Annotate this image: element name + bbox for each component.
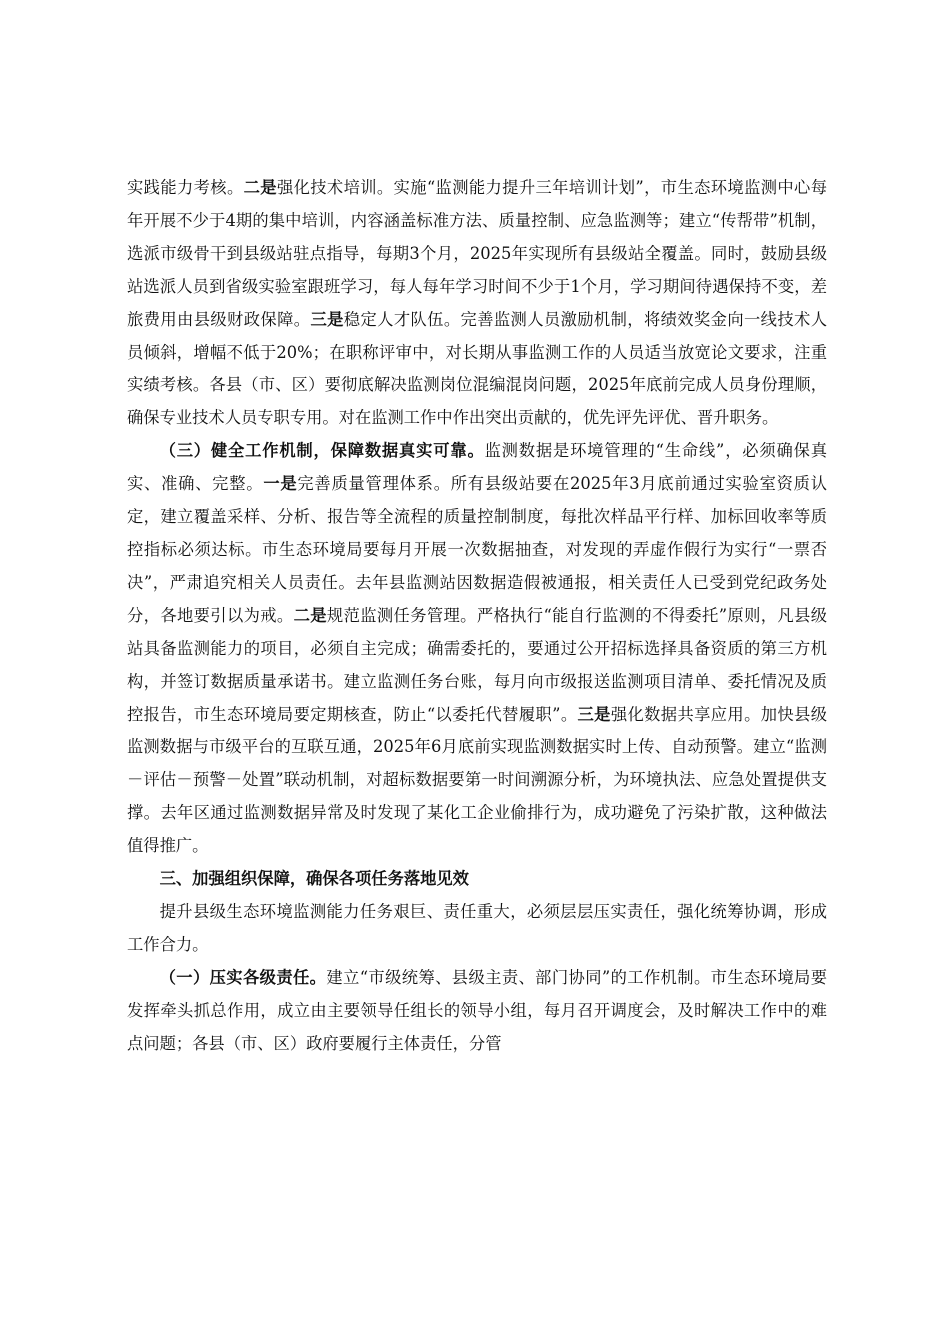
paragraph	[127, 896, 827, 962]
paragraph	[127, 962, 827, 1061]
text-run: 实践能力考核。	[127, 178, 244, 197]
text-run: 规范监测任务管理。严格执行“能自行监测的不得委托”原则，凡县级站具备监测能力的项目，必须自主完成；确需委托的，要通过公开招标选择具备资质的第三方机构，并签订数据质量承诺书。建立监测任务台账，每月向市级报送监测项目清单、委托情况及质控报告，市生态环境局要定期核查，防止“以委托代替履职”。	[127, 605, 827, 724]
bold-run: 三是	[310, 309, 344, 329]
bold-run: （三）健全工作机制，保障数据真实可靠。	[159, 441, 485, 461]
text-run: 监测数据是环境管理的“生命线”，必须确保真实、准确、完整。	[127, 441, 827, 494]
document-page	[127, 172, 827, 1060]
paragraph	[127, 172, 827, 435]
bold-run: （一）压实各级责任。	[159, 967, 327, 987]
paragraph	[127, 863, 827, 896]
bold-run: 一是	[263, 474, 298, 494]
bold-run: 二是	[293, 605, 327, 625]
text-run: 强化技术培训。实施“监测能力提升三年培训计划”，市生态环境监测中心每年开展不少于4期的集中培训，内容涵盖标准方法、质量控制、应急监测等；建立“传帮带”机制，选派市级骨干到县级站驻点指导，每期3个月，2025年实现所有县级站全覆盖。同时，鼓励县级站选派人员到省级实验室跟班学习，每人每年学习时间不少于1个月，学习期间待遇保持不变，差旅费用由县级财政保障。	[127, 178, 827, 329]
text-run: 强化数据共享应用。加快县级监测数据与市级平台的互联互通，2025年6月底前实现监测数据实时上传、自动预警。建立“监测－评估－预警－处置”联动机制，对超标数据要第一时间溯源分析，为环境执法、应急处置提供支撑。去年区通过监测数据异常及时发现了某化工企业偷排行为，成功避免了污染扩散，这种做法值得推广。	[127, 704, 827, 856]
text-run: 提升县级生态环境监测能力任务艰巨、责任重大，必须层层压实责任，强化统筹协调，形成工作合力。	[127, 901, 827, 954]
text-run: 建立“市级统筹、县级主责、部门协同”的工作机制。市生态环境局要发挥牵头抓总作用，成立由主要领导任组长的领导小组，每月召开调度会，及时解决工作中的难点问题；各县（市、区）政府要履行主体责任，分管	[127, 967, 827, 1053]
bold-run: 三、加强组织保障，确保各项任务落地见效	[159, 869, 469, 889]
text-run: 完善质量管理体系。所有县级站要在2025年3月底前通过实验室资质认定，建立覆盖采样、分析、报告等全流程的质量控制制度，每批次样品平行样、加标回收率等质控指标必须达标。市生态环境局要每月开展一次数据抽查，对发现的弄虚作假行为实行“一票否决”，严肃追究相关人员责任。去年县监测站因数据造假被通报，相关责任人已受到党纪政务处分，各地要引以为戒。	[127, 474, 827, 625]
bold-run: 三是	[577, 704, 611, 724]
text-run: 稳定人才队伍。完善监测人员激励机制，将绩效奖金向一线技术人员倾斜，增幅不低于20%；在职称评审中，对长期从事监测工作的人员适当放宽论文要求，注重实绩考核。各县（市、区）要彻底解决监测岗位混编混岗问题，2025年底前完成人员身份理顺，确保专业技术人员专职专用。对在监测工作中作出突出贡献的，优先评先评优、晋升职务。	[127, 309, 827, 428]
paragraph	[127, 435, 827, 863]
bold-run: 二是	[243, 178, 277, 197]
